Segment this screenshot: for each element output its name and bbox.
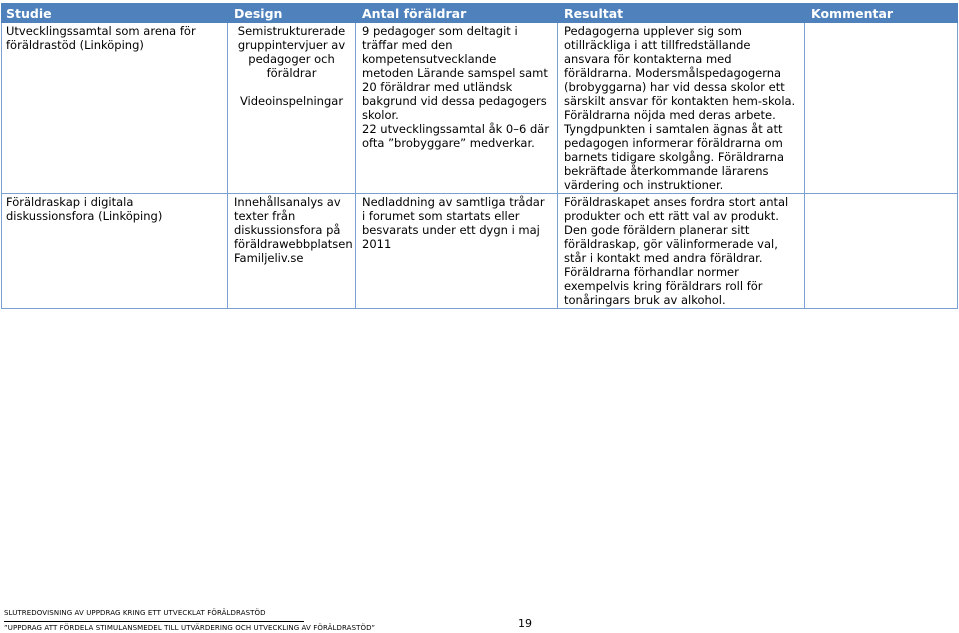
cell-design <box>228 194 356 309</box>
studie-text: Utvecklingssamtal som arena för föräldrastöd (Linköping) <box>6 24 196 52</box>
cell-studie <box>2 194 228 309</box>
cell-antal <box>356 194 558 309</box>
col-header-design: Design <box>228 4 356 23</box>
cell-kommentar <box>805 23 958 194</box>
col-header-studie: Studie <box>2 4 228 23</box>
cell-resultat <box>558 23 805 194</box>
resultat-paragraph: Tyngdpunkten i samtalen ägnas åt att pedagogen informerar föräldrarna om barnets tidigare skolgång. Föräldrarna bekräftade återkommande lärarens värdering och instruktioner. <box>564 122 785 192</box>
study-table <box>1 3 958 309</box>
design-line: föräldrar <box>266 66 317 80</box>
antal-paragraph: 9 pedagoger som deltagit i träffar med den kompetensutvecklande metoden Lärande samspel samt 20 föräldrar med utländsk bakgrund vid dessa pedagogers skolor. <box>362 24 548 122</box>
design-line: Semistrukturerade <box>237 24 346 38</box>
resultat-paragraph: Pedagogerna upplever sig som otillräckliga i att tillfredställande ansvara för kontakterna med föräldrarna. Modersmålspedagogerna (brobyggarna) har vid dessa skolor ett särskilt ansvar för kontakten hem-skola. Föräldrarna nöjda med deras arbete. <box>564 24 796 122</box>
cell-antal <box>356 23 558 194</box>
antal-paragraph: Nedladdning av samtliga trådar i forumet som startats eller besvarats under ett dygn i maj 2011 <box>362 195 545 251</box>
design-line: Videoinspelningar <box>239 94 344 108</box>
design-line: pedagoger och <box>248 52 335 66</box>
studie-text: Föräldraskap i digitala diskussionsfora (Linköping) <box>6 195 163 223</box>
footer-report-title: SLUTREDOVISNING AV UPPDRAG KRING ETT UTVECKLAT FÖRÄLDRASTÖD <box>4 609 266 617</box>
resultat-paragraph: Föräldraskapet anses fordra stort antal produkter och ett rätt val av produkt. Den gode föräldern planerar sitt föräldraskap, gör välinformerade val, står i kontakt med andra föräldrar. Föräldrarna förhandlar normer exempelvis kring föräldrars roll för tonåringars bruk av alkohol. <box>564 195 789 307</box>
cell-kommentar <box>805 194 958 309</box>
cell-studie <box>2 23 228 194</box>
cell-design <box>228 23 356 194</box>
footer-divider <box>4 621 304 622</box>
design-line: gruppintervjuer av <box>237 38 346 52</box>
header-row <box>2 4 958 23</box>
page-footer <box>4 609 375 633</box>
cell-resultat <box>558 194 805 309</box>
page-number: 19 <box>518 617 532 630</box>
antal-paragraph: 22 utvecklingssamtal åk 0–6 där ofta ”brobyggare” medverkar. <box>362 122 550 150</box>
design-text: Innehållsanalys av texter från diskussionsfora på föräldrawebbplatsen Familjeliv.se <box>234 195 353 265</box>
table-row <box>2 194 958 309</box>
col-header-antal-foraldrar: Antal föräldrar <box>356 4 558 23</box>
table-row <box>2 23 958 194</box>
col-header-kommentar: Kommentar <box>805 4 958 23</box>
col-header-resultat: Resultat <box>558 4 805 23</box>
footer-assignment-title: ”UPPDRAG ATT FÖRDELA STIMULANSMEDEL TILL UTVÄRDERING OCH UTVECKLING AV FÖRÄLDRASTÖD” <box>4 624 376 632</box>
